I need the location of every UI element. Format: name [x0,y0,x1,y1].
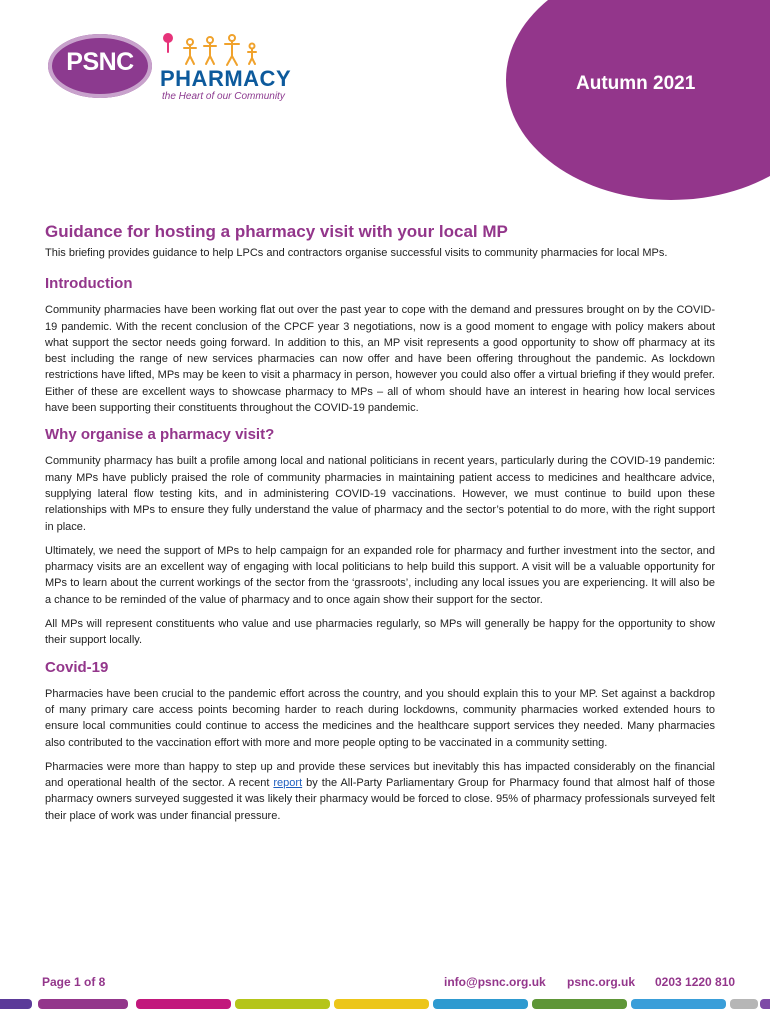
document-body [45,222,715,832]
paragraph: All MPs will represent constituents who value and use pharmacies regularly, so MPs will generally be happy for the opportunity to show their support locally. [45,618,715,647]
color-bar [136,999,231,1009]
season-label: Autumn 2021 [576,73,696,94]
report-link[interactable]: report [273,777,303,790]
paragraph: Ultimately, we need the support of MPs to help campaign for an expanded role for pharmacy and further investment into the sector, and pharmacy visits are an excellent way of engaging with local politicians to help build this support. A visit will be a valuable opportunity for MPs to learn about the current workings of the sector from the ‘grassroots’, including any local issues you are experiencing. It will also be a chance to be reminded of the value of pharmacy and to once again show their support for the sector. [45,544,715,606]
paragraph: Community pharmacy has built a profile among local and national politicians in recent years, particularly during the COVID-19 pandemic: many MPs have publicly praised the role of community pharmacies in maintaining patient access to medicines and healthcare advice, supplying lateral flow testing kits, and in administering COVID-19 vaccinations. However, we must continue to build upon these relationships with MPs to ensure they fully understand the value of pharmacy and the sector’s potential to do more, with the right support in place. [45,455,715,533]
color-bar-strip [0,999,770,1009]
section-heading-introduction: Introduction [45,275,133,293]
color-bar [38,999,128,1009]
paragraph-with-link [45,759,715,824]
page-footer [0,975,770,995]
logo-pharmacy-word: PHARMACY [160,66,292,91]
paragraph: Community pharmacies have been working flat out over the past year to cope with the demand and pressures brought on by the COVID-19 pandemic. With the recent conclusion of the CPCF year 3 negotiations, now is a good moment to engage with policy makers about what support the sector needs going forward. In addition to this, an MP visit represents a good opportunity to show off pharmacy at its best including the range of new services pharmacies can now offer and have been offering throughout the pandemic. As lockdown restrictions have lifted, MPs may be keen to visit a pharmacy in person, however you could also offer a virtual briefing if they would prefer. Either of these are excellent ways to showcase pharmacy to MPs – all of whom should have an interest in hearing how local services have been supporting their constituents throughout the COVID-19 pandemic. [45,304,715,415]
color-bar [760,999,770,1009]
color-bar [235,999,330,1009]
footer-phone: 0203 1220 810 [655,975,736,989]
header-blob [506,0,770,200]
document-title: Guidance for hosting a pharmacy visit with your local MP [45,222,508,241]
psnc-logo-text: PSNC [66,48,134,76]
section-heading-covid: Covid-19 [45,658,109,676]
text-segment: by the All-Party Parliamentary Group for Pharmacy found that almost half of those pharmacy owners surveyed suggested it was likely their pharmacy would be forced to close. 95% of pharmacy professionals surveyed felt their place of work was under financial pressure. [45,777,715,822]
intro-paragraph: This briefing provides guidance to help LPCs and contractors organise successful visits to community pharmacies for local MPs. [45,247,668,259]
section-heading-why-visit: Why organise a pharmacy visit? [45,426,275,444]
color-bar [433,999,528,1009]
footer-website[interactable]: psnc.org.uk [567,975,636,989]
family-figures-icon [160,32,285,68]
color-bar [0,999,32,1009]
paragraph: Pharmacies have been crucial to the pandemic effort across the country, and you should explain this to your MP. Set against a backdrop of many primary care access points becoming harder to reach during lockdowns, community pharmacies worked extended hours to ensure local communities could continue to access the medicines and the healthcare support services they needed. Many pharmacies also contributed to the vaccination effort with more and more people opting to be vaccinated in a community setting. [45,687,715,749]
color-bar [334,999,429,1009]
text-segment: Pharmacies were more than happy to step up and provide these services but inevitably this has impacted considerably on the financial and operational health of the sector. A recent [45,760,715,790]
psnc-logo[interactable] [48,28,298,108]
color-bar [730,999,758,1009]
footer-email[interactable]: info@psnc.org.uk [444,975,546,989]
color-bar [631,999,726,1009]
page-number: Page 1 of 8 [42,975,106,989]
color-bar [532,999,627,1009]
logo-tagline: the Heart of our Community [162,91,285,102]
